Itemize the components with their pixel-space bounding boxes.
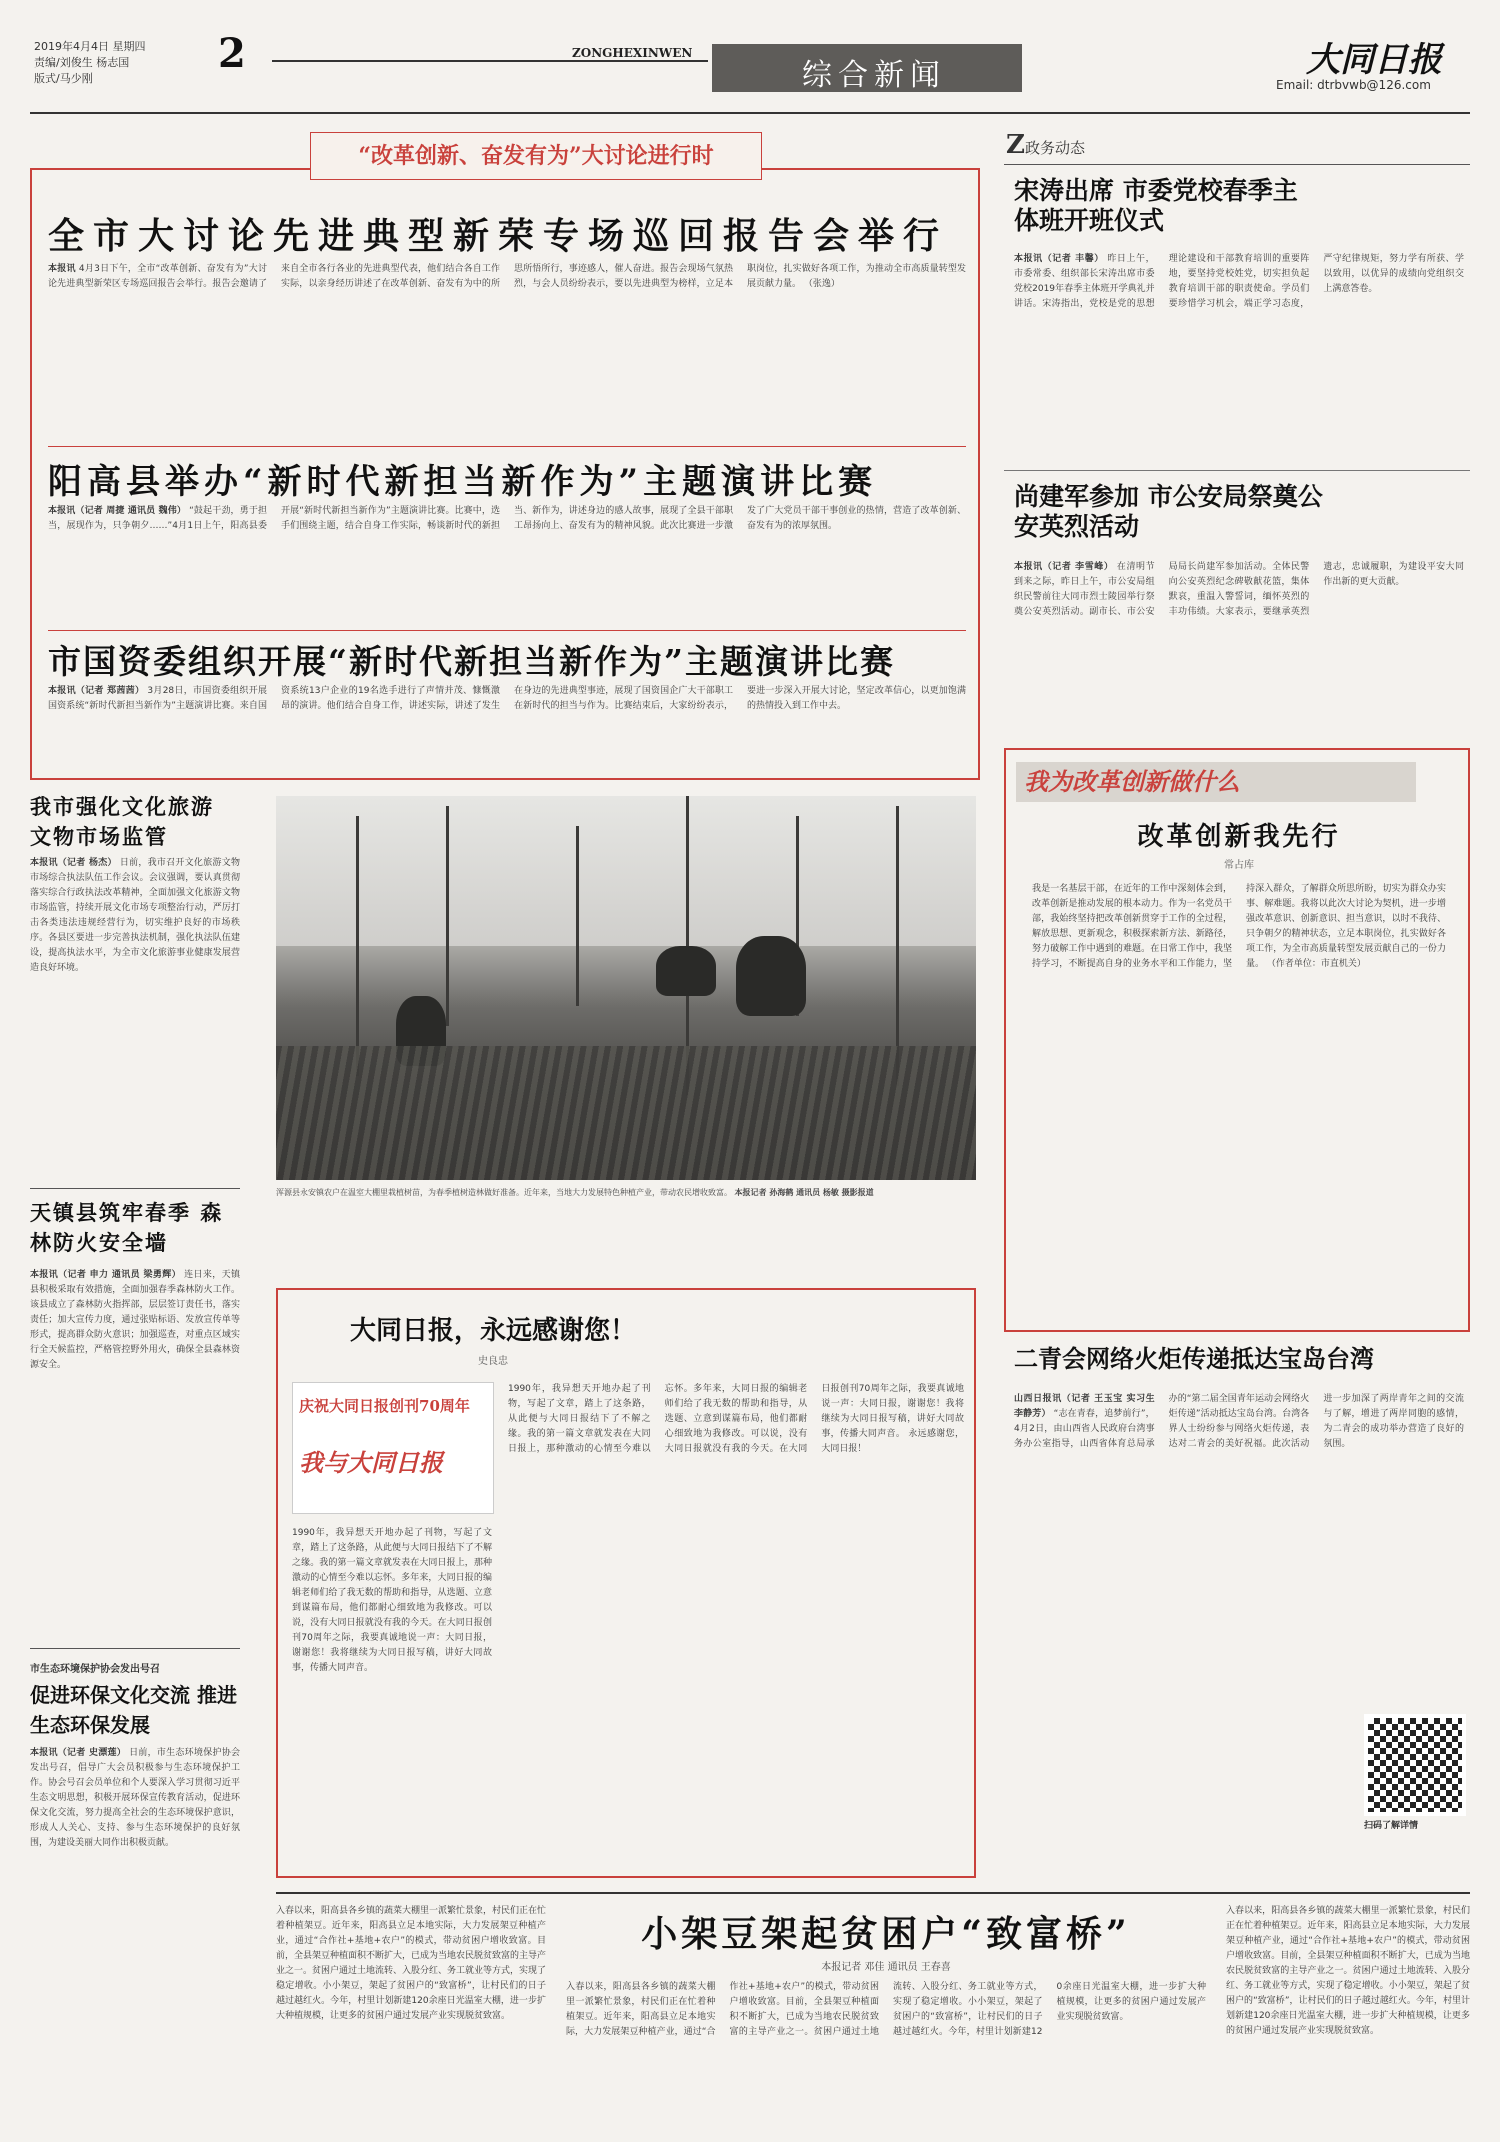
thanks-body <box>508 1382 964 1862</box>
eco-kicker: 市生态环境保护协会发出号召 <box>30 1664 160 1675</box>
article1-credit: （张逸） <box>803 279 840 289</box>
page-number: 2 <box>218 30 246 77</box>
date-line: 2019年4月4日 星期四 <box>34 40 146 53</box>
reform-banner-box <box>1016 762 1416 802</box>
thanks-body-lower <box>292 1526 492 1862</box>
bottom-text-center: 入春以来，阳高县各乡镇的蔬菜大棚里一派繁忙景象，村民们正在忙着种植架豆。近年来，阳高县立足本地实际，大力发展架豆种植产业，通过“合作社+基地+农户”的模式，带动贫困户增收致富。目前，全县架豆种植面积不断扩大，已成为当地农民脱贫致富的主导产业之一。贫困户通过土地流转、入股分红、务工就业等方式，实现了稳定增收。小小架豆，架起了贫困户的“致富桥”，让村民们的日子越过越红火。今年，村里计划新建120余座日光温室大棚，进一步扩大种植规模，让更多的贫困户通过发展产业实现脱贫致富。 <box>566 1982 1206 2037</box>
eco-text: 日前，市生态环境保护协会发出号召，倡导广大会员积极参与生态环境保护工作。协会号召会员单位和个人要深入学习贯彻习近平生态文明思想，积极开展环保宣传教育活动，促进环保文化交流，努力提高全社会的生态环境保护意识，形成人人关心、支持、参与生态环境保护的良好氛围，为建设美丽大同作出积极贡献。 <box>30 1748 240 1848</box>
reform-credit: （作者单位：市直机关） <box>1266 959 1366 969</box>
bottom-headline: 小架豆架起贫困户“致富桥” <box>641 1913 1131 1955</box>
bottom-text-right: 入春以来，阳高县各乡镇的蔬菜大棚里一派繁忙景象，村民们正在忙着种植架豆。近年来，阳高县立足本地实际，大力发展架豆种植产业，通过“合作社+基地+农户”的模式，带动贫困户增收致富。目前，全县架豆种植面积不断扩大，已成为当地农民脱贫致富的主导产业之一。贫困户通过土地流转、入股分红、务工就业等方式，实现了稳定增收。小小架豆，架起了贫困户的“致富桥”，让村民们的日子越过越红火。今年，村里计划新建120余座日光温室大棚，进一步扩大种植规模，让更多的贫困户通过发展产业实现脱贫致富。 <box>1226 1906 1470 2036</box>
reform-body <box>1032 882 1446 1322</box>
photo-sky <box>276 796 976 946</box>
torch-headline: 二青会网络火炬传递抵达宝岛台湾 <box>1014 1344 1374 1373</box>
masthead-bottom-rule <box>30 112 1470 114</box>
left-column <box>30 792 240 1892</box>
photo-caption-text: 浑源县永安镇农户在温室大棚里栽植树苗，为春季植树造林做好准备。近年来，当地大力发展特色种植产业，带动农民增收致富。 <box>276 1188 732 1197</box>
eco-byline: 本报讯（记者 史漂莲） <box>30 1748 126 1758</box>
thanks-text-lower: 1990年，我异想天开地办起了刊物，写起了文章，踏上了这条路，从此便与大同日报结下了不解之缘。我的第一篇文章就发表在大同日报上，那种激动的心情至今难以忘怀。多年来，大同日报的编辑老师们给了我无数的帮助和指导，从选题、立意到谋篇布局，他们都耐心细致地为我修改。可以说，没有大同日报就没有我的今天。在大同日报创刊70周年之际，我要真诚地说一声：大同日报，谢谢您！我将继续为大同日报写稿，讲好大同故事，传播大同声音。 <box>292 1528 492 1673</box>
divider <box>48 446 966 447</box>
bottom-body-center <box>566 1980 1206 2124</box>
anniversary-badge <box>292 1382 494 1514</box>
culture-byline: 本报讯（记者 杨杰） <box>30 858 117 868</box>
masthead-rule <box>272 60 708 62</box>
politics-column-label-text: 政务动态 <box>1024 139 1085 157</box>
fire-headline: 天镇县筑牢春季 森林防火安全墙 <box>30 1200 224 1255</box>
photo-pole <box>356 816 359 1076</box>
thanks-headline: 大同日报，永远感谢您！ <box>349 1316 636 1346</box>
culture-headline: 我市强化文化旅游 文物市场监管 <box>30 794 214 849</box>
article3-headline: 市国资委组织开展“新时代新担当新作为”主题演讲比赛 <box>48 642 895 681</box>
greenhouse-photo <box>276 796 976 1180</box>
culture-body <box>30 856 240 1228</box>
article3-byline: 本报讯（记者 郑茜茜） <box>48 686 145 696</box>
story2-byline: 本报讯（记者 李雪峰） <box>1014 562 1114 572</box>
bottom-body-left <box>276 1904 546 2124</box>
email: Email: dtrbvwb@126.com <box>1276 78 1431 92</box>
bottom-body-right <box>1226 1904 1470 2124</box>
paper-name: 大同日报 <box>1306 40 1442 80</box>
article1-text: 4月3日下午，全市“改革创新、奋发有为”大讨论先进典型新荣区专场巡回报告会举行。报告会邀请了来自全市各行各业的先进典型代表，他们结合各自工作实际，以亲身经历讲述了在改革创新、奋发有为中的所思所悟所行，事迹感人，催人奋进。报告会现场气氛热烈，与会人员纷纷表示，要以先进典型为榜样，立足本职岗位，扎实做好各项工作，为推动全市高质量转型发展贡献力量。 <box>48 264 966 289</box>
article2-byline: 本报讯（记者 周捷 通讯员 魏伟） <box>48 506 187 516</box>
masthead <box>0 0 1500 120</box>
reform-text: 我是一名基层干部，在近年的工作中深刻体会到，改革创新是推动发展的根本动力。作为一名党员干部，我始终坚持把改革创新贯穿于工作的全过程，解放思想、更新观念，积极探索新方法、新路径，努力破解工作中遇到的难题。在日常工作中，我坚持学习，不断提高自身的业务水平和工作能力，坚持深入群众，了解群众所思所盼，切实为群众办实事、解难题。我将以此次大讨论为契机，进一步增强改革意识、创新意识、担当意识，以时不我待、只争朝夕的精神状态，立足本职岗位，扎实做好各项工作，为全市高质量转型发展贡献自己的一份力量。 <box>1032 884 1446 969</box>
thanks-author: 史良忠 <box>478 1356 508 1367</box>
discussion-banner <box>310 132 762 180</box>
pinyin-label: ZONGHEXINWEN <box>572 46 693 60</box>
story1-byline: 本报讯（记者 丰馨） <box>1014 254 1104 264</box>
article1-body <box>48 262 966 438</box>
bottom-section <box>276 1892 1470 2132</box>
article1-headline: 全市大讨论先进典型新荣专场巡回报告会举行 <box>48 215 949 257</box>
badge-line1: 庆祝大同日报创刊70周年 <box>299 1397 470 1415</box>
photo-farmer <box>736 936 806 1016</box>
reform-headline: 改革创新我先行 <box>1137 822 1341 852</box>
torch-section <box>1004 1344 1470 1884</box>
story2-headline: 尚建军参加 市公安局祭奠公安英烈活动 <box>1014 482 1323 541</box>
qr-code[interactable] <box>1364 1714 1466 1816</box>
bottom-byline: 本报记者 邓佳 通讯员 王春喜 <box>821 1962 951 1973</box>
story2-text: 在清明节到来之际，昨日上午，市公安局组织民警前往大同市烈士陵园举行祭奠公安英烈活动。副市长、市公安局局长尚建军参加活动。全体民警向公安英烈纪念碑敬献花篮，集体默哀，重温入警誓词，缅怀英烈的丰功伟绩。大家表示，要继承英烈遗志，忠诚履职，为建设平安大同作出新的更大贡献。 <box>1014 562 1464 617</box>
divider <box>30 1188 240 1189</box>
divider <box>48 630 966 631</box>
story1-headline: 宋涛出席 市委党校春季主体班开班仪式 <box>1014 176 1298 235</box>
fire-text: 连日来，天镇县积极采取有效措施，全面加强春季森林防火工作。该县成立了森林防火指挥部，层层签订责任书，落实责任；加大宣传力度，通过张贴标语、发放宣传单等形式，提高群众防火意识；加强巡查，对重点区域实行全天候监控，严格管控野外用火，确保全县森林资源安全。 <box>30 1270 240 1370</box>
culture-text: 日前，我市召开文化旅游文物市场综合执法队伍工作会议。会议强调，要认真贯彻落实综合行政执法改革精神，全面加强文化旅游文物市场监管，持续开展文化市场专项整治行动，严厉打击各类违法违规经营行为，切实维护良好的市场秩序。各县区要进一步完善执法机制，强化执法队伍建设，提高执法水平，为全市文化旅游事业健康发展营造良好环境。 <box>30 858 240 973</box>
photo-ground <box>276 1046 976 1180</box>
photo-pole <box>576 826 579 1006</box>
fire-byline: 本报讯（记者 申力 通讯员 梁勇辉） <box>30 1270 181 1280</box>
photo-credit: 本报记者 孙海鹤 通讯员 杨敏 摄影报道 <box>734 1188 874 1197</box>
torch-byline: 山西日报讯（记者 王玉宝 实习生 李静芳） <box>1014 1394 1155 1419</box>
badge-line2: 我与大同日报 <box>299 1448 443 1477</box>
torch-text: “志在青春，追梦前行”，4月2日，由山西省人民政府台湾事务办公室指导，山西省体育总局承办的“第二届全国青年运动会网络火炬传递”活动抵达宝岛台湾。台湾各界人士纷纷参与网络火炬传递，表达对二青会的美好祝福。此次活动进一步加深了两岸青年之间的交流与了解，增进了两岸同胞的感情，为二青会的成功举办营造了良好的氛围。 <box>1014 1394 1464 1449</box>
reform-author: 常占库 <box>1224 860 1254 871</box>
divider <box>30 1648 240 1649</box>
story2-body <box>1014 560 1464 730</box>
section-title-box <box>712 44 1022 92</box>
eco-headline: 促进环保文化交流 推进生态环保发展 <box>30 1683 237 1737</box>
editor-line: 责编/刘俊生 杨志国 <box>34 56 130 69</box>
article3-text: 3月28日，市国资委组织开展国资系统“新时代新担当新作为”主题演讲比赛。来自国资系统13户企业的19名选手进行了声情并茂、慷慨激昂的演讲。他们结合自身工作，讲述实际，讲述了发生在身边的先进典型事迹，展现了国资国企广大干部职工在新时代的担当与作为。比赛结束后，大家纷纷表示，要进一步深入开展大讨论，坚定改革信心，以更加饱满的热情投入到工作中去。 <box>48 686 966 711</box>
photo-pole <box>446 806 449 1026</box>
qr-note: 扫码了解详情 <box>1364 1821 1419 1831</box>
thanks-section <box>276 1288 976 1878</box>
thanks-text: 1990年，我异想天开地办起了刊物，写起了文章，踏上了这条路，从此便与大同日报结下了不解之缘。我的第一篇文章就发表在大同日报上，那种激动的心情至今难以忘怀。多年来，大同日报的编辑老师们给了我无数的帮助和指导，从选题、立意到谋篇布局，他们都耐心细致地为我修改。可以说，没有大同日报就没有我的今天。在大同日报创刊70周年之际，我要真诚地说一声：大同日报，谢谢您！我将继续为大同日报写稿，讲好大同故事，传播大同声音。 <box>508 1384 964 1454</box>
discussion-section <box>30 143 980 780</box>
photo-caption <box>276 1186 976 1228</box>
story1-text: 昨日上午，市委常委、组织部长宋涛出席市委党校2019年春季主体班开学典礼并讲话。宋涛指出，党校是党的思想理论建设和干部教育培训的重要阵地，要坚持党校姓党，切实担负起教育培训干部的职责使命。学员们要珍惜学习机会，端正学习态度，严守纪律规矩，努力学有所获、学以致用，以优异的成绩向党组织交上满意答卷。 <box>1014 254 1464 309</box>
fire-body <box>30 1268 240 1672</box>
photo-pole <box>896 806 899 1086</box>
section-title: 综合新闻 <box>802 58 946 93</box>
eco-body <box>30 1746 240 2116</box>
politics-column-label: Z政务动态 <box>1006 130 1085 160</box>
politics-column <box>1004 128 1470 740</box>
article3-body <box>48 684 966 774</box>
photo-farmer <box>656 946 716 996</box>
politics-divider <box>1004 470 1470 471</box>
bottom-text-left: 入春以来，阳高县各乡镇的蔬菜大棚里一派繁忙景象，村民们正在忙着种植架豆。近年来，阳高县立足本地实际，大力发展架豆种植产业，通过“合作社+基地+农户”的模式，带动贫困户增收致富。目前，全县架豆种植面积不断扩大，已成为当地农民脱贫致富的主导产业之一。贫困户通过土地流转、入股分红、务工就业等方式，实现了稳定增收。小小架豆，架起了贫困户的“致富桥”，让村民们的日子越过越红火。今年，村里计划新建120余座日光温室大棚，进一步扩大种植规模，让更多的贫困户通过发展产业实现脱贫致富。 <box>276 1906 546 2021</box>
article2-text: “鼓起干劲，勇于担当，展现作为，只争朝夕……”4月1日上午，阳高县委开展“新时代新担当新作为”主题演讲比赛。比赛中，选手们围绕主题，结合自身工作实际，畅谈新时代的新担当、新作为，讲述身边的感人故事，展现了全县干部职工昂扬向上、奋发有为的精神风貌。此次比赛进一步激发了广大党员干部干事创业的热情，营造了改革创新、奋发有为的浓厚氛围。 <box>48 506 966 531</box>
politics-rule <box>1004 164 1470 165</box>
reform-banner: 我为改革创新做什么 <box>1024 767 1240 796</box>
bottom-rule <box>276 1892 1470 1894</box>
article2-body <box>48 504 966 622</box>
article1-byline: 本报讯 <box>48 264 76 274</box>
story1-body <box>1014 252 1464 430</box>
thanks-closing: 永远感谢您，大同日报！ <box>821 1429 964 1454</box>
discussion-banner-text: “改革创新、奋发有为”大讨论进行时 <box>358 143 714 169</box>
reform-column <box>1004 748 1470 1332</box>
article2-headline: 阳高县举办“新时代新担当新作为”主题演讲比赛 <box>48 462 878 502</box>
layout-line: 版式/马少刚 <box>34 72 93 85</box>
